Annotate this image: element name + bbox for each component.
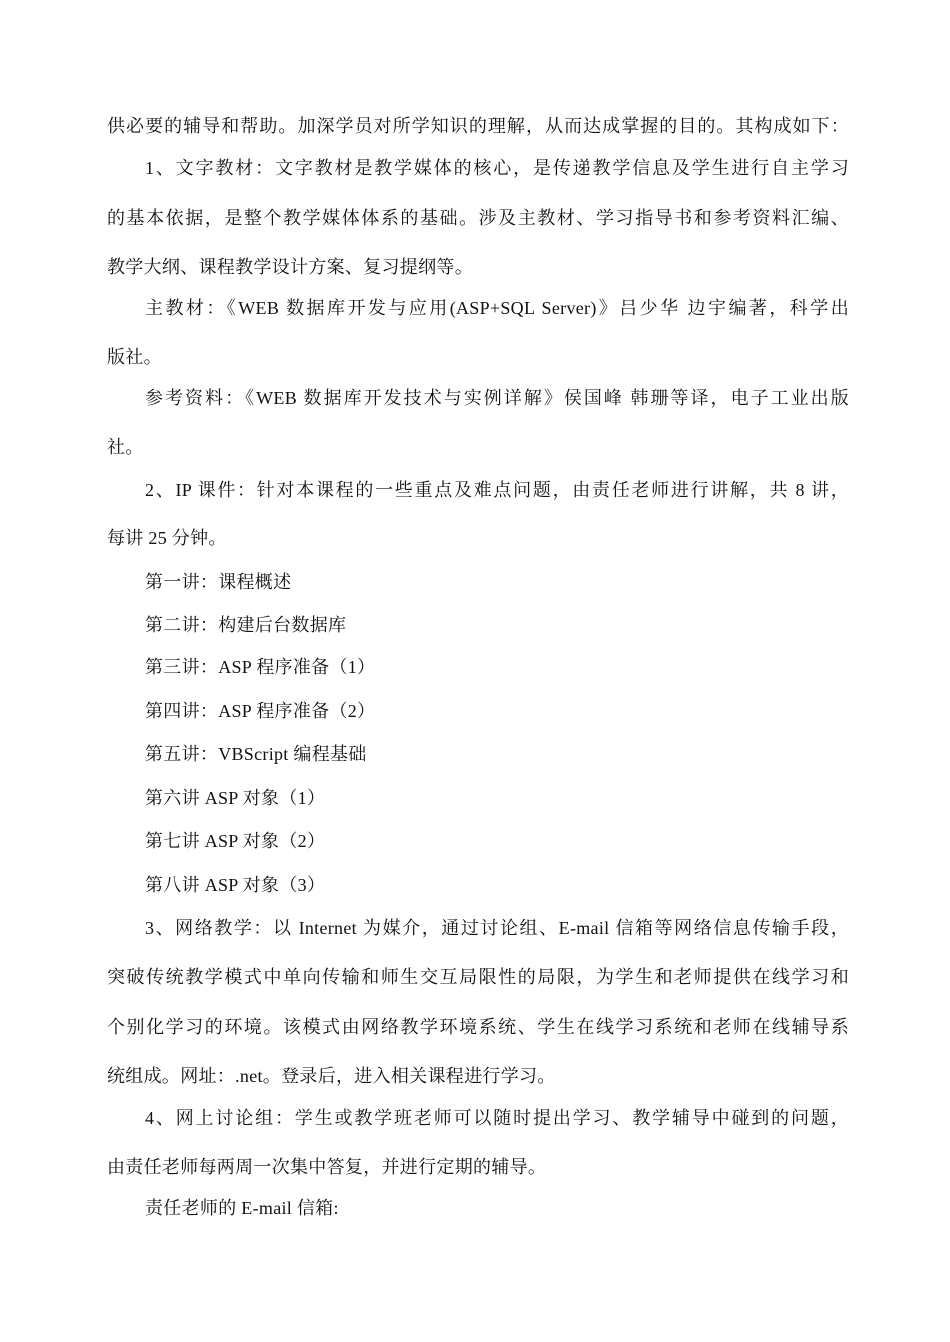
lecture-item: 第二讲：构建后台数据库	[145, 615, 347, 635]
text-line: 的基本依据，是整个教学媒体体系的基础。涉及主教材、学习指导书和参考资料汇编、	[107, 208, 849, 228]
text-line: 4、网上讨论组：学生或教学班老师可以随时提出学习、教学辅导中碰到的问题，	[145, 1108, 849, 1128]
text-line: 2、IP 课件：针对本课程的一些重点及难点问题，由责任老师进行讲解，共 8 讲，	[145, 480, 849, 500]
text-line: 1、文字教材：文字教材是教学媒体的核心，是传递教学信息及学生进行自主学习	[145, 158, 849, 178]
text-line: 教学大纲、课程教学设计方案、复习提纲等。	[107, 257, 473, 277]
text-line: 版社。	[107, 347, 162, 367]
lecture-item: 第一讲：课程概述	[145, 572, 292, 592]
text-line: 每讲 25 分钟。	[107, 528, 227, 548]
lecture-item: 第四讲：ASP 程序准备（2）	[145, 701, 376, 721]
lecture-item: 第七讲 ASP 对象（2）	[145, 831, 326, 851]
lecture-item: 第八讲 ASP 对象（3）	[145, 875, 326, 895]
lecture-item: 第六讲 ASP 对象（1）	[145, 788, 326, 808]
text-line: 责任老师的 E-mail 信箱:	[145, 1198, 339, 1218]
lecture-item: 第五讲：VBScript 编程基础	[145, 744, 367, 764]
text-line: 3、网络教学：以 Internet 为媒介，通过讨论组、E-mail 信箱等网络信息传输手段，	[145, 918, 849, 938]
text-line: 主教材：《WEB 数据库开发与应用(ASP+SQL Server)》吕少华 边宇编著，科学出	[145, 298, 849, 318]
text-line: 由责任老师每两周一次集中答复，并进行定期的辅导。	[107, 1157, 547, 1177]
text-line: 社。	[107, 437, 144, 457]
text-line: 参考资料：《WEB 数据库开发技术与实例详解》侯国峰 韩珊等译，电子工业出版	[145, 388, 849, 408]
text-line: 供必要的辅导和帮助。加深学员对所学知识的理解，从而达成掌握的目的。其构成如下：	[107, 116, 849, 136]
text-line: 突破传统教学模式中单向传输和师生交互局限性的局限，为学生和老师提供在线学习和	[107, 967, 849, 987]
lecture-item: 第三讲：ASP 程序准备（1）	[145, 657, 376, 677]
text-line: 个别化学习的环境。该模式由网络教学环境系统、学生在线学习系统和老师在线辅导系	[107, 1017, 849, 1037]
text-line: 统组成。网址：.net。登录后，进入相关课程进行学习。	[107, 1066, 556, 1086]
